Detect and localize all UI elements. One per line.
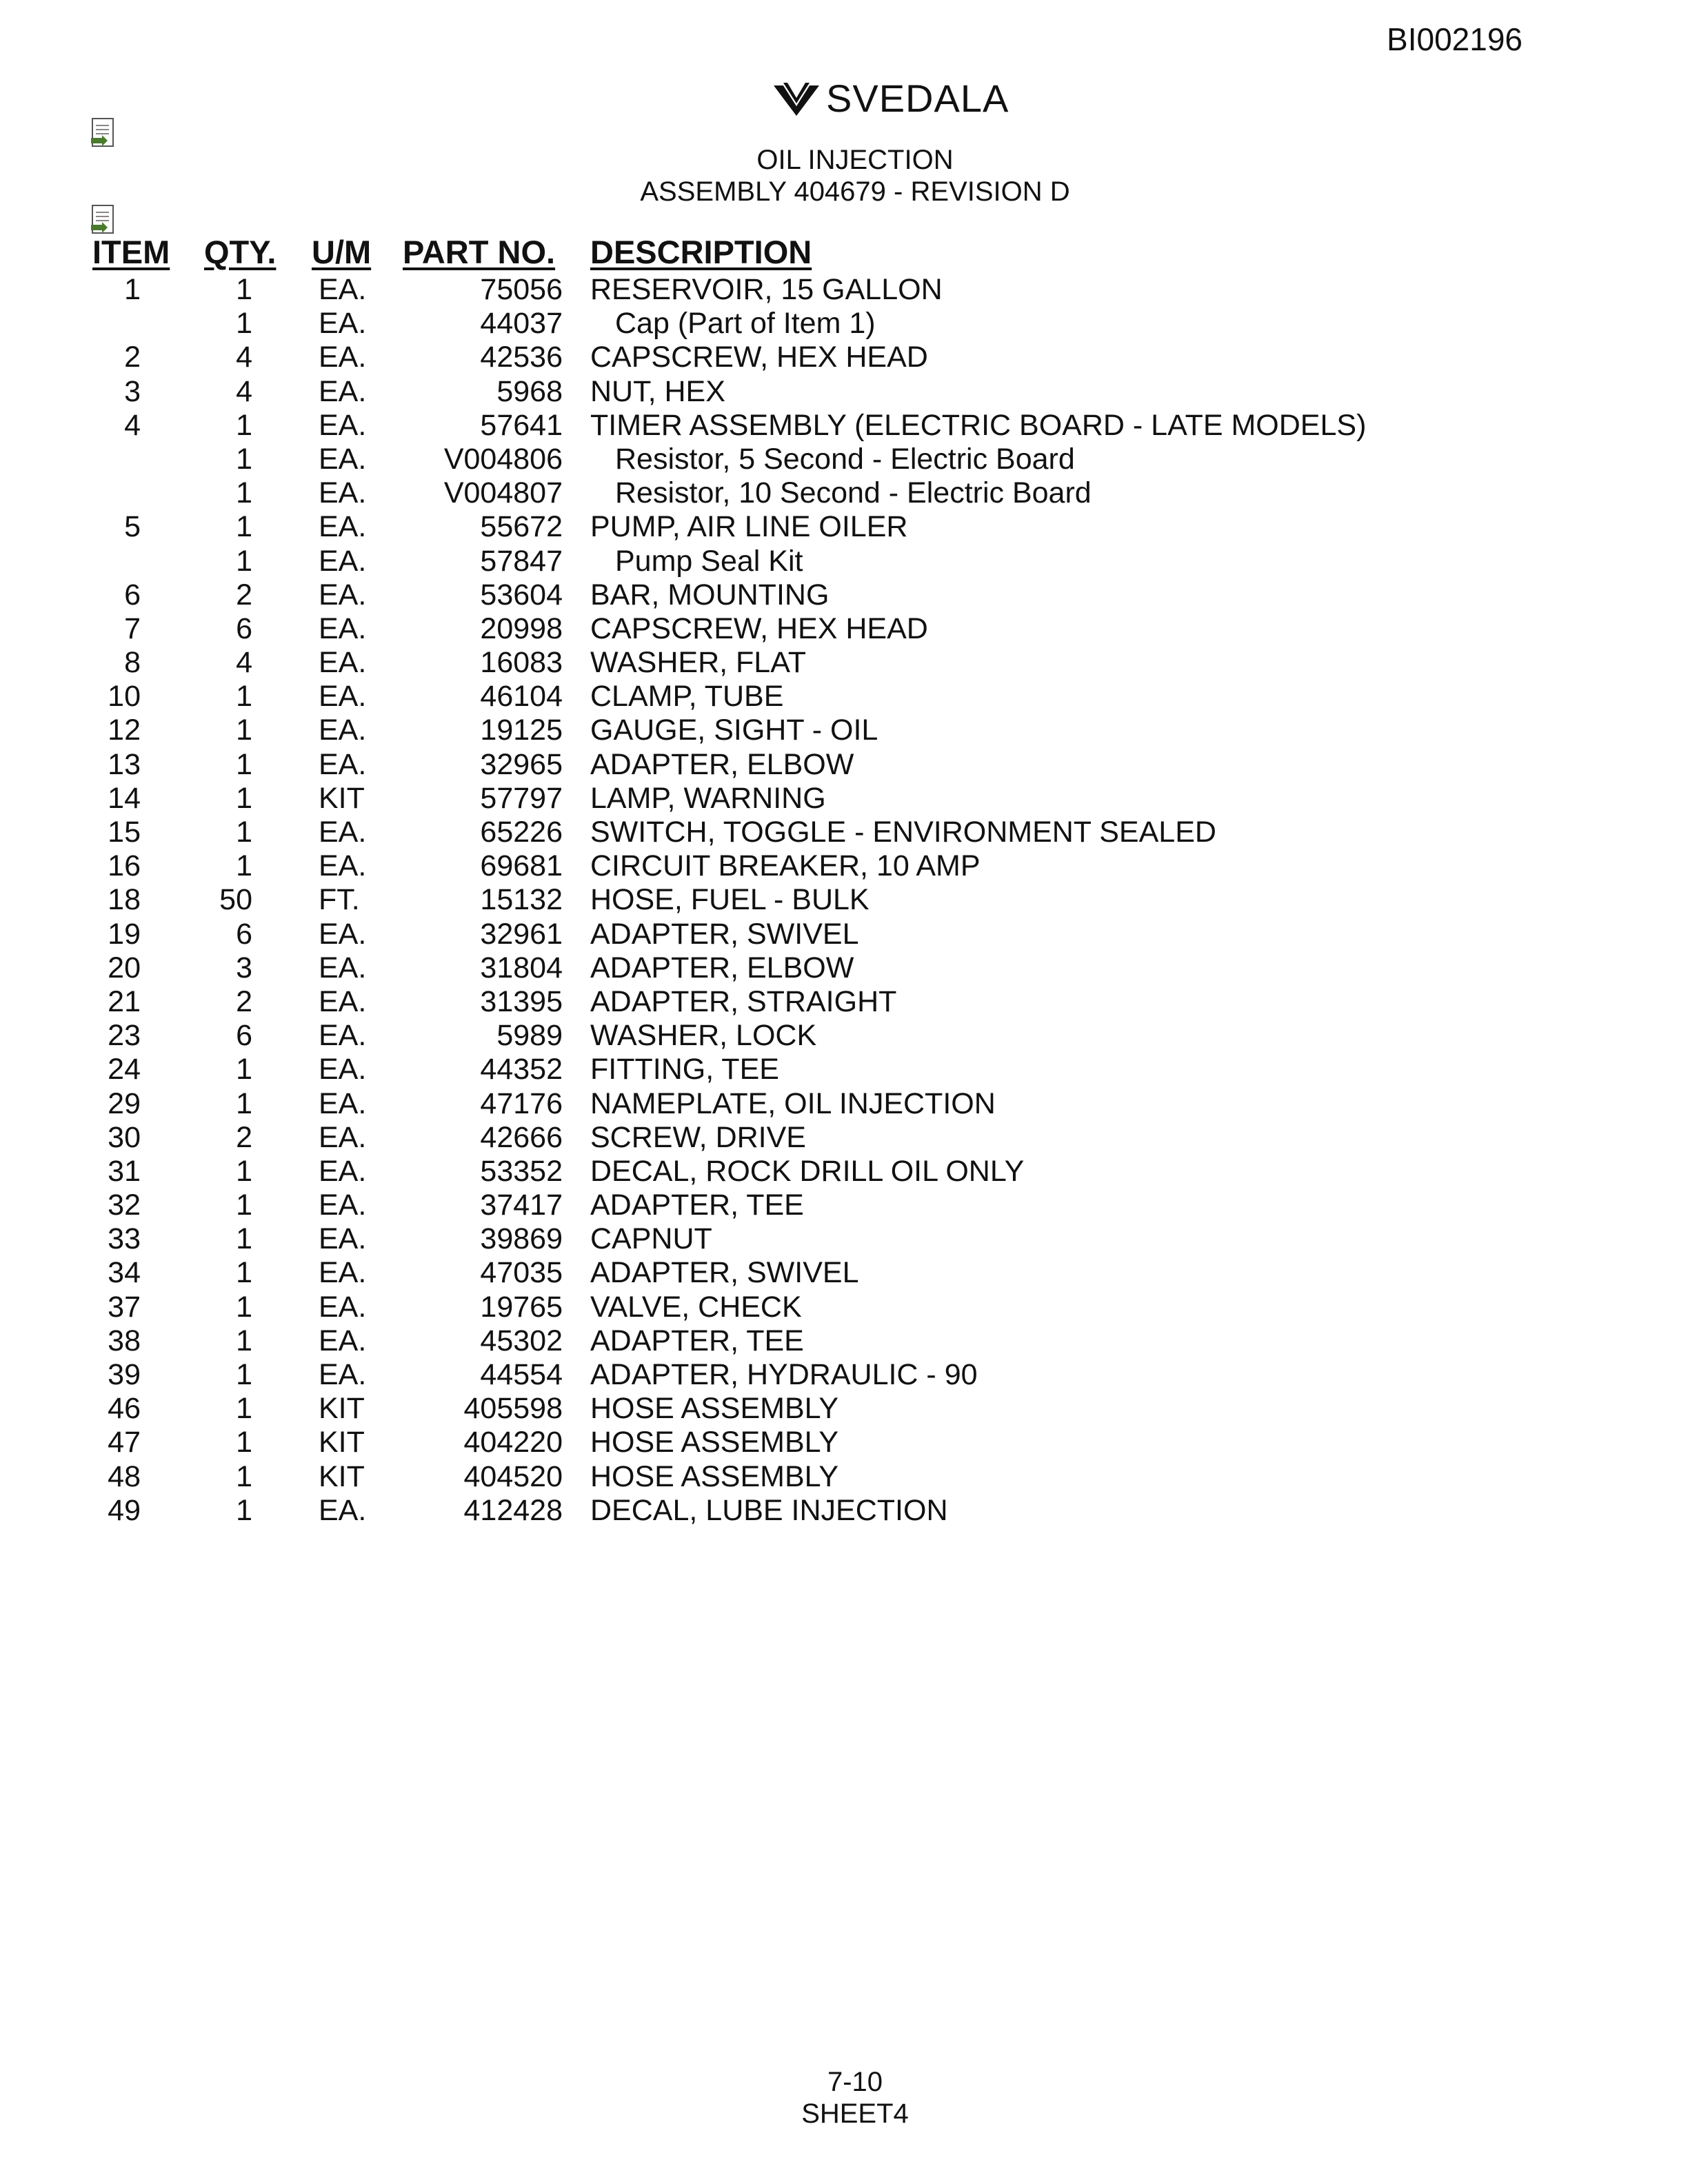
cell-description: Resistor, 5 Second - Electric Board bbox=[615, 442, 1075, 476]
table-row bbox=[0, 1256, 1688, 1290]
document-id: BI002196 bbox=[1387, 21, 1523, 57]
cell-item: 12 bbox=[108, 714, 141, 747]
cell-part-no: 37417 bbox=[480, 1189, 563, 1222]
cell-qty: 1 bbox=[236, 1459, 252, 1493]
cell-description: ADAPTER, HYDRAULIC - 90 bbox=[590, 1358, 978, 1391]
cell-description: Cap (Part of Item 1) bbox=[615, 307, 876, 341]
cell-item: 37 bbox=[108, 1290, 141, 1324]
cell-um: EA. bbox=[319, 341, 367, 374]
cell-qty: 1 bbox=[236, 544, 252, 578]
cell-um: EA. bbox=[319, 510, 367, 544]
cell-description: CAPSCREW, HEX HEAD bbox=[590, 341, 928, 374]
cell-item: 32 bbox=[108, 1189, 141, 1222]
cell-item: 49 bbox=[108, 1493, 141, 1527]
cell-um: KIT bbox=[319, 1426, 365, 1459]
cell-qty: 1 bbox=[236, 849, 252, 883]
cell-um: EA. bbox=[319, 951, 367, 984]
table-row bbox=[0, 646, 1688, 680]
cell-um: EA. bbox=[319, 1324, 367, 1357]
cell-qty: 2 bbox=[236, 984, 252, 1018]
cell-qty: 1 bbox=[236, 476, 252, 510]
table-row bbox=[0, 714, 1688, 747]
cell-qty: 6 bbox=[236, 611, 252, 645]
cell-item: 18 bbox=[108, 883, 141, 917]
table-row bbox=[0, 918, 1688, 951]
cell-part-no: 16083 bbox=[480, 646, 563, 680]
cell-qty: 1 bbox=[236, 1086, 252, 1120]
cell-part-no: 47176 bbox=[480, 1086, 563, 1120]
table-row bbox=[0, 341, 1688, 374]
cell-part-no: 44554 bbox=[480, 1358, 563, 1391]
cell-part-no: 42536 bbox=[480, 341, 563, 374]
cell-um: EA. bbox=[319, 1019, 367, 1053]
cell-description: Pump Seal Kit bbox=[615, 544, 803, 578]
cell-um: EA. bbox=[319, 1154, 367, 1188]
cell-qty: 1 bbox=[236, 1426, 252, 1459]
cell-part-no: 65226 bbox=[480, 816, 563, 849]
cell-part-no: 46104 bbox=[480, 680, 563, 714]
cell-qty: 50 bbox=[219, 883, 252, 917]
cell-item: 31 bbox=[108, 1154, 141, 1188]
cell-um: FT. bbox=[319, 883, 360, 917]
cell-item: 7 bbox=[124, 611, 141, 645]
cell-description: SCREW, DRIVE bbox=[590, 1120, 806, 1154]
cell-item: 24 bbox=[108, 1053, 141, 1086]
cell-part-no: 45302 bbox=[480, 1324, 563, 1357]
cell-description: VALVE, CHECK bbox=[590, 1290, 802, 1324]
table-row bbox=[0, 1392, 1688, 1426]
cell-qty: 1 bbox=[236, 1256, 252, 1290]
cell-item: 47 bbox=[108, 1426, 141, 1459]
cell-qty: 1 bbox=[236, 307, 252, 341]
table-row bbox=[0, 849, 1688, 883]
cell-um: KIT bbox=[319, 1459, 365, 1493]
cell-part-no: 75056 bbox=[480, 273, 563, 306]
cell-description: WASHER, LOCK bbox=[590, 1019, 817, 1053]
cell-item: 13 bbox=[108, 747, 141, 781]
table-row bbox=[0, 1019, 1688, 1053]
table-row bbox=[0, 273, 1688, 307]
cell-description: HOSE ASSEMBLY bbox=[590, 1426, 839, 1459]
cell-description: DECAL, ROCK DRILL OIL ONLY bbox=[590, 1154, 1025, 1188]
page-number: 7-10 bbox=[827, 2067, 883, 2097]
cell-um: EA. bbox=[319, 714, 367, 747]
cell-um: KIT bbox=[319, 1392, 365, 1426]
cell-part-no: 32961 bbox=[480, 917, 563, 951]
cell-um: EA. bbox=[319, 408, 367, 442]
cell-item: 46 bbox=[108, 1392, 141, 1426]
column-header-qty: QTY. bbox=[204, 234, 277, 270]
table-row bbox=[0, 578, 1688, 612]
cell-description: RESERVOIR, 15 GALLON bbox=[590, 273, 943, 306]
table-row bbox=[0, 1358, 1688, 1392]
cell-part-no: 15132 bbox=[480, 883, 563, 917]
cell-part-no: 404520 bbox=[463, 1459, 563, 1493]
document-link-icon[interactable] bbox=[90, 204, 120, 236]
svedala-logo-icon bbox=[771, 79, 822, 117]
cell-part-no: 55672 bbox=[480, 510, 563, 544]
cell-qty: 1 bbox=[236, 273, 252, 306]
cell-qty: 6 bbox=[236, 1019, 252, 1053]
cell-item: 10 bbox=[108, 680, 141, 714]
cell-um: EA. bbox=[319, 747, 367, 781]
cell-qty: 1 bbox=[236, 1493, 252, 1527]
table-row bbox=[0, 510, 1688, 544]
cell-item: 14 bbox=[108, 781, 141, 815]
cell-um: EA. bbox=[319, 578, 367, 611]
cell-description: NUT, HEX bbox=[590, 374, 725, 408]
cell-um: EA. bbox=[319, 1189, 367, 1222]
cell-qty: 1 bbox=[236, 1392, 252, 1426]
cell-um: EA. bbox=[319, 680, 367, 714]
cell-qty: 2 bbox=[236, 578, 252, 611]
svedala-logo bbox=[771, 77, 1009, 119]
cell-part-no: 57797 bbox=[480, 781, 563, 815]
cell-item: 16 bbox=[108, 849, 141, 883]
cell-description: CAPSCREW, HEX HEAD bbox=[590, 611, 928, 645]
column-header-part-no: PART NO. bbox=[403, 234, 556, 270]
cell-um: EA. bbox=[319, 1358, 367, 1391]
cell-description: HOSE ASSEMBLY bbox=[590, 1459, 839, 1493]
cell-part-no: V004807 bbox=[443, 476, 563, 510]
table-row bbox=[0, 1291, 1688, 1324]
cell-item: 5 bbox=[124, 510, 141, 544]
table-row bbox=[0, 307, 1688, 341]
cell-description: TIMER ASSEMBLY (ELECTRIC BOARD - LATE MODELS) bbox=[590, 408, 1367, 442]
table-row bbox=[0, 748, 1688, 782]
cell-part-no: 405598 bbox=[463, 1392, 563, 1426]
cell-item: 23 bbox=[108, 1019, 141, 1053]
cell-part-no: 53352 bbox=[480, 1154, 563, 1188]
cell-um: EA. bbox=[319, 1120, 367, 1154]
table-row bbox=[0, 985, 1688, 1019]
cell-description: Resistor, 10 Second - Electric Board bbox=[615, 476, 1092, 510]
cell-description: CIRCUIT BREAKER, 10 AMP bbox=[590, 849, 981, 883]
logo-text: SVEDALA bbox=[826, 76, 1009, 120]
table-row bbox=[0, 1426, 1688, 1459]
cell-description: HOSE ASSEMBLY bbox=[590, 1392, 839, 1426]
cell-part-no: 44037 bbox=[480, 307, 563, 341]
cell-item: 38 bbox=[108, 1324, 141, 1357]
cell-qty: 1 bbox=[236, 1358, 252, 1391]
cell-qty: 2 bbox=[236, 1120, 252, 1154]
cell-item: 6 bbox=[124, 578, 141, 611]
table-row bbox=[0, 1155, 1688, 1189]
sheet-label: SHEET4 bbox=[801, 2099, 909, 2129]
cell-part-no: 69681 bbox=[480, 849, 563, 883]
table-row bbox=[0, 612, 1688, 646]
cell-description: ADAPTER, ELBOW bbox=[590, 951, 854, 984]
cell-part-no: 47035 bbox=[480, 1256, 563, 1290]
cell-item: 21 bbox=[108, 984, 141, 1018]
cell-part-no: 53604 bbox=[480, 578, 563, 611]
cell-description: WASHER, FLAT bbox=[590, 646, 806, 680]
table-row bbox=[0, 1189, 1688, 1222]
cell-description: LAMP, WARNING bbox=[590, 781, 826, 815]
cell-qty: 1 bbox=[236, 1290, 252, 1324]
column-header-description: DESCRIPTION bbox=[590, 234, 812, 270]
cell-item: 3 bbox=[124, 374, 141, 408]
cell-part-no: 19125 bbox=[480, 714, 563, 747]
cell-um: EA. bbox=[319, 476, 367, 510]
table-row bbox=[0, 1222, 1688, 1256]
table-row bbox=[0, 816, 1688, 849]
cell-description: ADAPTER, TEE bbox=[590, 1324, 804, 1357]
cell-description: HOSE, FUEL - BULK bbox=[590, 883, 870, 917]
cell-part-no: 57641 bbox=[480, 408, 563, 442]
table-row bbox=[0, 1460, 1688, 1494]
cell-qty: 1 bbox=[236, 680, 252, 714]
cell-qty: 1 bbox=[236, 1222, 252, 1256]
cell-qty: 1 bbox=[236, 714, 252, 747]
cell-um: EA. bbox=[319, 1053, 367, 1086]
cell-part-no: 412428 bbox=[463, 1493, 563, 1527]
table-row bbox=[0, 782, 1688, 816]
cell-qty: 1 bbox=[236, 747, 252, 781]
cell-part-no: 20998 bbox=[480, 611, 563, 645]
cell-description: ADAPTER, STRAIGHT bbox=[590, 984, 897, 1018]
cell-qty: 1 bbox=[236, 1053, 252, 1086]
cell-part-no: 32965 bbox=[480, 747, 563, 781]
cell-item: 39 bbox=[108, 1358, 141, 1391]
cell-item: 2 bbox=[124, 341, 141, 374]
cell-qty: 4 bbox=[236, 646, 252, 680]
cell-um: EA. bbox=[319, 646, 367, 680]
cell-item: 30 bbox=[108, 1120, 141, 1154]
cell-item: 8 bbox=[124, 646, 141, 680]
cell-um: EA. bbox=[319, 307, 367, 341]
cell-qty: 1 bbox=[236, 1154, 252, 1188]
column-header-item: ITEM bbox=[92, 234, 170, 270]
document-title: OIL INJECTION bbox=[756, 145, 954, 175]
parts-list bbox=[0, 273, 1688, 1528]
cell-item: 48 bbox=[108, 1459, 141, 1493]
table-row bbox=[0, 951, 1688, 985]
cell-description: CAPNUT bbox=[590, 1222, 712, 1256]
cell-description: SWITCH, TOGGLE - ENVIRONMENT SEALED bbox=[590, 816, 1216, 849]
cell-qty: 1 bbox=[236, 1324, 252, 1357]
table-row bbox=[0, 1324, 1688, 1358]
cell-um: EA. bbox=[319, 611, 367, 645]
cell-um: EA. bbox=[319, 1493, 367, 1527]
cell-description: FITTING, TEE bbox=[590, 1053, 779, 1086]
cell-part-no: 31395 bbox=[480, 984, 563, 1018]
assembly-subtitle: ASSEMBLY 404679 - REVISION D bbox=[640, 176, 1070, 207]
cell-qty: 1 bbox=[236, 1189, 252, 1222]
cell-description: ADAPTER, SWIVEL bbox=[590, 1256, 859, 1290]
table-row bbox=[0, 1087, 1688, 1121]
cell-part-no: 44352 bbox=[480, 1053, 563, 1086]
cell-um: EA. bbox=[319, 1290, 367, 1324]
cell-item: 15 bbox=[108, 816, 141, 849]
cell-item: 1 bbox=[124, 273, 141, 306]
cell-um: EA. bbox=[319, 1086, 367, 1120]
cell-description: BAR, MOUNTING bbox=[590, 578, 830, 611]
cell-um: KIT bbox=[319, 781, 365, 815]
cell-um: EA. bbox=[319, 273, 367, 306]
table-row bbox=[0, 443, 1688, 476]
cell-part-no: 5968 bbox=[496, 374, 563, 408]
cell-um: EA. bbox=[319, 984, 367, 1018]
cell-description: ADAPTER, ELBOW bbox=[590, 747, 854, 781]
cell-item: 19 bbox=[108, 917, 141, 951]
cell-um: EA. bbox=[319, 917, 367, 951]
cell-um: EA. bbox=[319, 816, 367, 849]
cell-description: ADAPTER, TEE bbox=[590, 1189, 804, 1222]
table-row bbox=[0, 545, 1688, 578]
cell-part-no: 31804 bbox=[480, 951, 563, 984]
column-header-um: U/M bbox=[312, 234, 372, 270]
cell-qty: 6 bbox=[236, 917, 252, 951]
cell-description: NAMEPLATE, OIL INJECTION bbox=[590, 1086, 996, 1120]
table-row bbox=[0, 409, 1688, 443]
table-row bbox=[0, 375, 1688, 409]
table-row bbox=[0, 1494, 1688, 1528]
cell-item: 20 bbox=[108, 951, 141, 984]
cell-qty: 1 bbox=[236, 408, 252, 442]
cell-part-no: 19765 bbox=[480, 1290, 563, 1324]
cell-item: 33 bbox=[108, 1222, 141, 1256]
cell-um: EA. bbox=[319, 442, 367, 476]
cell-um: EA. bbox=[319, 849, 367, 883]
cell-description: CLAMP, TUBE bbox=[590, 680, 784, 714]
cell-part-no: 5989 bbox=[496, 1019, 563, 1053]
cell-qty: 3 bbox=[236, 951, 252, 984]
cell-um: EA. bbox=[319, 1256, 367, 1290]
table-row bbox=[0, 680, 1688, 714]
cell-qty: 1 bbox=[236, 442, 252, 476]
cell-part-no: 39869 bbox=[480, 1222, 563, 1256]
cell-item: 4 bbox=[124, 408, 141, 442]
cell-description: ADAPTER, SWIVEL bbox=[590, 917, 859, 951]
cell-part-no: V004806 bbox=[443, 442, 563, 476]
cell-item: 34 bbox=[108, 1256, 141, 1290]
cell-qty: 1 bbox=[236, 781, 252, 815]
cell-part-no: 42666 bbox=[480, 1120, 563, 1154]
cell-description: PUMP, AIR LINE OILER bbox=[590, 510, 908, 544]
cell-qty: 4 bbox=[236, 374, 252, 408]
cell-item: 29 bbox=[108, 1086, 141, 1120]
cell-qty: 1 bbox=[236, 816, 252, 849]
cell-qty: 4 bbox=[236, 341, 252, 374]
cell-um: EA. bbox=[319, 1222, 367, 1256]
table-row bbox=[0, 1121, 1688, 1155]
cell-description: DECAL, LUBE INJECTION bbox=[590, 1493, 948, 1527]
cell-part-no: 57847 bbox=[480, 544, 563, 578]
cell-qty: 1 bbox=[236, 510, 252, 544]
cell-part-no: 404220 bbox=[463, 1426, 563, 1459]
table-row bbox=[0, 476, 1688, 510]
cell-um: EA. bbox=[319, 374, 367, 408]
cell-um: EA. bbox=[319, 544, 367, 578]
cell-description: GAUGE, SIGHT - OIL bbox=[590, 714, 878, 747]
table-row bbox=[0, 1053, 1688, 1086]
table-row bbox=[0, 883, 1688, 917]
